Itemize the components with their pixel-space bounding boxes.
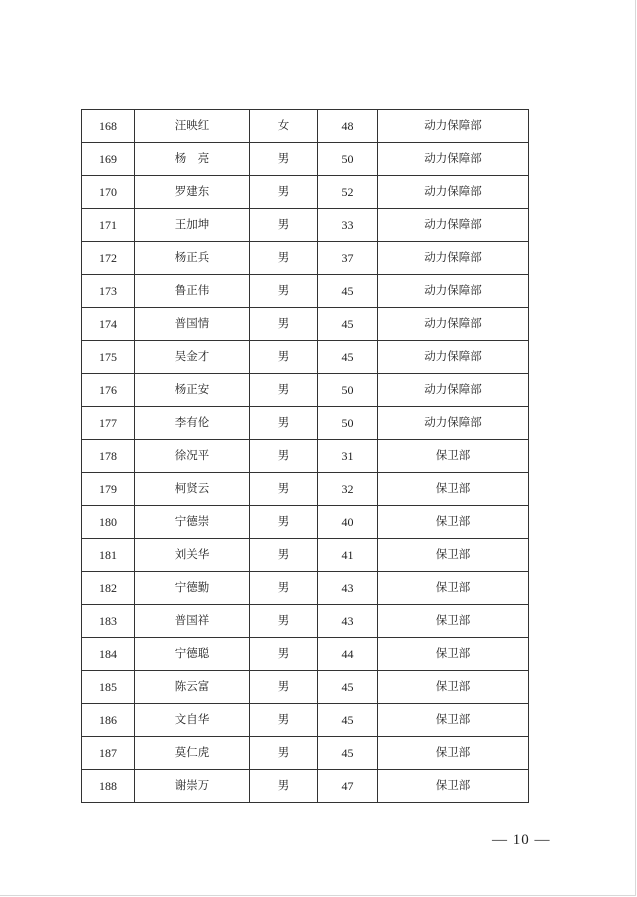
row-number: 176 (82, 374, 135, 407)
person-department: 动力保障部 (378, 209, 529, 242)
table-row (82, 506, 529, 539)
person-name: 杨 亮 (135, 143, 250, 176)
person-age: 40 (318, 506, 378, 539)
row-number: 180 (82, 506, 135, 539)
row-number: 168 (82, 110, 135, 143)
person-sex: 男 (250, 671, 318, 704)
person-sex: 男 (250, 275, 318, 308)
person-name: 文自华 (135, 704, 250, 737)
table-row (82, 770, 529, 803)
person-age: 43 (318, 572, 378, 605)
person-sex: 男 (250, 539, 318, 572)
person-sex: 男 (250, 209, 318, 242)
row-number: 179 (82, 473, 135, 506)
table-row (82, 242, 529, 275)
personnel-table (81, 109, 529, 803)
row-number: 181 (82, 539, 135, 572)
row-number: 175 (82, 341, 135, 374)
person-sex: 男 (250, 605, 318, 638)
row-number: 171 (82, 209, 135, 242)
person-department: 保卫部 (378, 605, 529, 638)
person-sex: 男 (250, 440, 318, 473)
person-sex: 男 (250, 374, 318, 407)
person-name: 宁德勤 (135, 572, 250, 605)
person-age: 41 (318, 539, 378, 572)
person-name: 李有伦 (135, 407, 250, 440)
person-name: 王加坤 (135, 209, 250, 242)
row-number: 188 (82, 770, 135, 803)
row-number: 186 (82, 704, 135, 737)
row-number: 185 (82, 671, 135, 704)
person-department: 动力保障部 (378, 308, 529, 341)
person-age: 32 (318, 473, 378, 506)
person-age: 48 (318, 110, 378, 143)
row-number: 169 (82, 143, 135, 176)
person-department: 保卫部 (378, 440, 529, 473)
person-name: 宁德聪 (135, 638, 250, 671)
person-age: 45 (318, 275, 378, 308)
table-row (82, 110, 529, 143)
table-row (82, 209, 529, 242)
person-name: 徐况平 (135, 440, 250, 473)
row-number: 183 (82, 605, 135, 638)
row-number: 182 (82, 572, 135, 605)
person-department: 动力保障部 (378, 374, 529, 407)
person-age: 52 (318, 176, 378, 209)
person-name: 罗建东 (135, 176, 250, 209)
person-sex: 男 (250, 473, 318, 506)
person-sex: 男 (250, 737, 318, 770)
person-age: 45 (318, 671, 378, 704)
person-sex: 男 (250, 506, 318, 539)
table-row (82, 341, 529, 374)
person-department: 保卫部 (378, 638, 529, 671)
person-age: 45 (318, 341, 378, 374)
person-sex: 女 (250, 110, 318, 143)
row-number: 184 (82, 638, 135, 671)
person-sex: 男 (250, 242, 318, 275)
person-name: 陈云富 (135, 671, 250, 704)
person-age: 50 (318, 407, 378, 440)
person-department: 保卫部 (378, 671, 529, 704)
person-age: 47 (318, 770, 378, 803)
person-department: 保卫部 (378, 704, 529, 737)
table-row (82, 671, 529, 704)
table-row (82, 407, 529, 440)
table-row (82, 275, 529, 308)
personnel-table-body (82, 110, 529, 803)
person-name: 普国祥 (135, 605, 250, 638)
person-department: 动力保障部 (378, 341, 529, 374)
person-name: 吴金才 (135, 341, 250, 374)
person-department: 动力保障部 (378, 407, 529, 440)
person-age: 50 (318, 143, 378, 176)
person-department: 动力保障部 (378, 110, 529, 143)
person-name: 宁德崇 (135, 506, 250, 539)
row-number: 174 (82, 308, 135, 341)
person-department: 动力保障部 (378, 176, 529, 209)
table-row (82, 374, 529, 407)
table-row (82, 440, 529, 473)
row-number: 178 (82, 440, 135, 473)
person-age: 31 (318, 440, 378, 473)
person-age: 45 (318, 737, 378, 770)
person-name: 普国情 (135, 308, 250, 341)
person-age: 45 (318, 704, 378, 737)
person-age: 44 (318, 638, 378, 671)
person-sex: 男 (250, 341, 318, 374)
person-sex: 男 (250, 308, 318, 341)
row-number: 170 (82, 176, 135, 209)
table-row (82, 638, 529, 671)
person-sex: 男 (250, 572, 318, 605)
person-sex: 男 (250, 176, 318, 209)
person-sex: 男 (250, 704, 318, 737)
person-age: 45 (318, 308, 378, 341)
person-age: 43 (318, 605, 378, 638)
person-department: 保卫部 (378, 572, 529, 605)
page-number: — 10 — (492, 832, 551, 848)
person-sex: 男 (250, 770, 318, 803)
person-age: 37 (318, 242, 378, 275)
person-name: 杨正兵 (135, 242, 250, 275)
person-sex: 男 (250, 638, 318, 671)
row-number: 173 (82, 275, 135, 308)
person-department: 保卫部 (378, 506, 529, 539)
table-row (82, 737, 529, 770)
table-row (82, 704, 529, 737)
table-row (82, 308, 529, 341)
row-number: 177 (82, 407, 135, 440)
person-name: 刘关华 (135, 539, 250, 572)
person-department: 动力保障部 (378, 143, 529, 176)
person-name: 谢崇万 (135, 770, 250, 803)
row-number: 187 (82, 737, 135, 770)
person-department: 动力保障部 (378, 275, 529, 308)
table-row (82, 572, 529, 605)
person-age: 50 (318, 374, 378, 407)
person-name: 莫仁虎 (135, 737, 250, 770)
person-sex: 男 (250, 407, 318, 440)
table-row (82, 605, 529, 638)
person-name: 柯贤云 (135, 473, 250, 506)
person-department: 动力保障部 (378, 242, 529, 275)
person-name: 汪映红 (135, 110, 250, 143)
person-department: 保卫部 (378, 539, 529, 572)
person-department: 保卫部 (378, 770, 529, 803)
person-age: 33 (318, 209, 378, 242)
table-row (82, 176, 529, 209)
person-name: 鲁正伟 (135, 275, 250, 308)
person-department: 保卫部 (378, 737, 529, 770)
table-row (82, 143, 529, 176)
table-row (82, 473, 529, 506)
person-name: 杨正安 (135, 374, 250, 407)
person-sex: 男 (250, 143, 318, 176)
table-row (82, 539, 529, 572)
row-number: 172 (82, 242, 135, 275)
person-department: 保卫部 (378, 473, 529, 506)
